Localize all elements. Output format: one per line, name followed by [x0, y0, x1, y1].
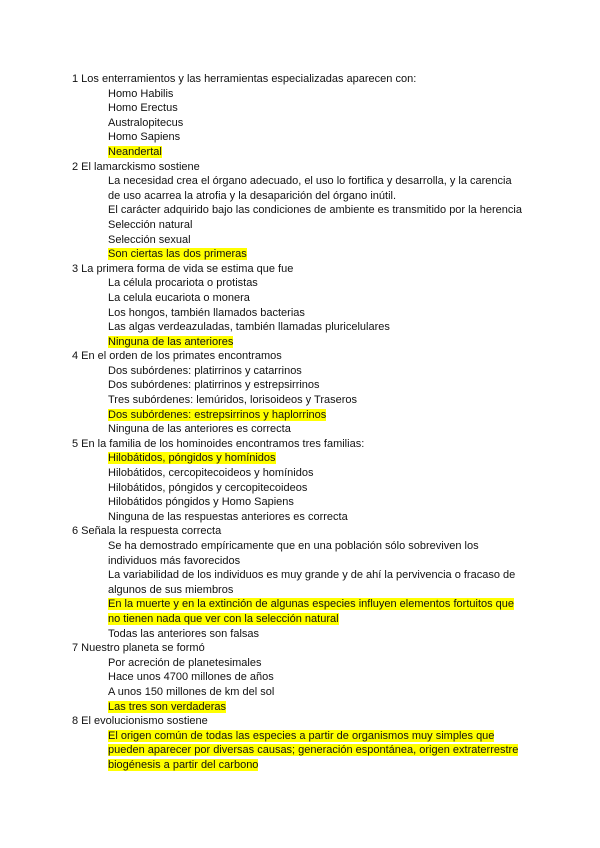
answer-text: La célula procariota o protistas: [108, 277, 258, 290]
answer-text: Hace unos 4700 millones de años: [108, 671, 274, 684]
answer-text: Por acreción de planetesimales: [108, 656, 262, 669]
highlighted-answer-option: [72, 335, 552, 350]
answer-text: El origen común de todas las especies a partir de organismos muy simples que: [108, 729, 495, 742]
answer-option: [72, 481, 552, 496]
answer-option: [72, 87, 552, 102]
answer-option: [72, 203, 552, 218]
answer-option: [72, 627, 552, 642]
answer-text: individuos más favorecidos: [108, 554, 241, 567]
highlighted-answer-option: [72, 612, 552, 627]
answer-option: [72, 554, 552, 569]
answer-option: [72, 291, 552, 306]
answer-text: A unos 150 millones de km del sol: [108, 685, 275, 698]
answer-text: En la muerte y en la extinción de algunas especies influyen elementos fortuitos que: [108, 598, 515, 611]
answer-option: [72, 101, 552, 116]
answer-option: [72, 495, 552, 510]
answer-text: Tres subórdenes: lemúridos, lorisoideos y Traseros: [108, 394, 358, 407]
answer-text: Hilobátidos póngidos y Homo Sapiens: [108, 496, 294, 509]
answer-option: [72, 685, 552, 700]
highlighted-answer-option: [72, 451, 552, 466]
answer-option: [72, 670, 552, 685]
answer-text: algunos de sus miembros: [108, 583, 234, 596]
answer-text: Las tres son verdaderas: [108, 700, 227, 713]
answer-text: Dos subórdenes: platirrinos y catarrinos: [108, 364, 302, 377]
highlighted-answer-option: [72, 743, 552, 758]
answer-option: [72, 130, 552, 145]
answer-text: Todas las anteriores son falsas: [108, 627, 260, 640]
answer-text: Homo Habilis: [108, 87, 174, 100]
answer-option: [72, 116, 552, 131]
answer-text: Dos subórdenes: platirrinos y estrepsirrinos: [108, 379, 320, 392]
answer-option: [72, 378, 552, 393]
answer-option: [72, 320, 552, 335]
answer-text: La necesidad crea el órgano adecuado, el uso lo fortifica y desarrolla, y la carencia: [108, 175, 512, 188]
answer-text: El carácter adquirido bajo las condiciones de ambiente es transmitido por la herencia: [108, 204, 522, 217]
answer-text: Los hongos, también llamados bacterias: [108, 306, 305, 319]
quiz-document: [72, 72, 552, 773]
answer-option: [72, 233, 552, 248]
answer-text: de uso acarrea la atrofia y la desaparición del órgano inútil.: [108, 189, 397, 202]
question-title: 7 Nuestro planeta se formó: [72, 642, 205, 655]
question-title: 2 El lamarckismo sostiene: [72, 160, 200, 173]
answer-text: Son ciertas las dos primeras: [108, 248, 247, 261]
answer-text: Homo Erectus: [108, 102, 178, 115]
answer-option: [72, 364, 552, 379]
answer-text: Selección natural: [108, 218, 193, 231]
answer-option: [72, 539, 552, 554]
answer-text: Ninguna de las anteriores es correcta: [108, 423, 291, 436]
answer-text: Las algas verdeazuladas, también llamadas pluricelulares: [108, 321, 390, 334]
answer-text: Dos subórdenes: estrepsirrinos y haplorrinos: [108, 408, 327, 421]
answer-text: Neandertal: [108, 145, 162, 158]
highlighted-answer-option: [72, 145, 552, 160]
answer-text: La variabilidad de los individuos es muy grande y de ahí la pervivencia o fracaso de: [108, 569, 516, 582]
question-title: 4 En el orden de los primates encontramos: [72, 350, 282, 363]
answer-text: Selección sexual: [108, 233, 191, 246]
answer-option: [72, 466, 552, 481]
answer-text: Ninguna de las respuestas anteriores es correcta: [108, 510, 348, 523]
answer-option: [72, 306, 552, 321]
answer-text: pueden aparecer por diversas causas; generación espontánea, origen extraterrestre: [108, 744, 519, 757]
highlighted-answer-option: [72, 758, 552, 773]
answer-option: [72, 568, 552, 583]
question-title: 3 La primera forma de vida se estima que fue: [72, 262, 294, 275]
answer-option: [72, 656, 552, 671]
answer-option: [72, 583, 552, 598]
question-title: 6 Señala la respuesta correcta: [72, 525, 222, 538]
answer-option: [72, 174, 552, 189]
highlighted-answer-option: [72, 408, 552, 423]
highlighted-answer-option: [72, 597, 552, 612]
answer-option: [72, 393, 552, 408]
answer-text: Hilobátidos, póngidos y homínidos: [108, 452, 276, 465]
question-title: 1 Los enterramientos y las herramientas especializadas aparecen con:: [72, 73, 417, 85]
answer-option: [72, 422, 552, 437]
answer-text: Australopitecus: [108, 116, 184, 129]
highlighted-answer-option: [72, 700, 552, 715]
highlighted-answer-option: [72, 247, 552, 262]
highlighted-answer-option: [72, 729, 552, 744]
answer-text: Se ha demostrado empíricamente que en una población sólo sobreviven los: [108, 540, 479, 552]
answer-text: Hilobátidos, póngidos y cercopitecoideos: [108, 481, 308, 494]
question-title: 8 El evolucionismo sostiene: [72, 715, 208, 728]
answer-text: biogénesis a partir del carbono: [108, 758, 259, 771]
answer-text: La celula eucariota o monera: [108, 291, 250, 304]
answer-option: [72, 218, 552, 233]
question-title: 5 En la familia de los hominoides encontramos tres familias:: [72, 437, 365, 450]
answer-text: Ninguna de las anteriores: [108, 335, 234, 348]
answer-option: [72, 276, 552, 291]
answer-text: Hilobátidos, cercopitecoideos y homínidos: [108, 467, 314, 480]
answer-text: Homo Sapiens: [108, 131, 181, 144]
answer-option: [72, 510, 552, 525]
answer-text: no tienen nada que ver con la selección natural: [108, 612, 339, 625]
answer-option: [72, 189, 552, 204]
